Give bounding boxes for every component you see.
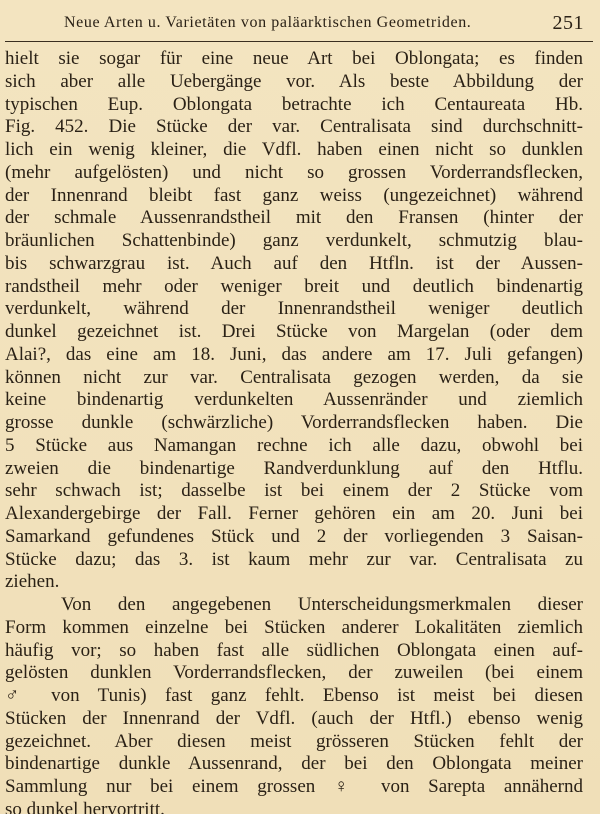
- text-line: Form kommen einzelne bei Stücken anderer Lokalitäten ziemlich: [5, 616, 583, 638]
- text-line: Sammlung nur bei einem grossen ♀ von Sarepta annähernd: [5, 776, 583, 797]
- running-head: [64, 12, 586, 38]
- text-line: (mehr aufgelösten) und nicht so grossen Vorderrandsflecken,: [5, 161, 583, 183]
- text-line: sehr schwach ist; dasselbe ist bei einem der 2 Stücke vom: [5, 480, 583, 502]
- text-line: Fig. 452. Die Stücke der var. Centralisata sind durchschnitt-: [5, 116, 583, 138]
- text-line: bis schwarzgrau ist. Auch auf den Htfln. ist der Aussen-: [5, 252, 583, 274]
- text-line: gelösten dunklen Vorderrandsflecken, der zuweilen (bei einem: [5, 662, 583, 684]
- text-line: 5 Stücke aus Namangan rechne ich alle dazu, obwohl bei: [5, 434, 583, 456]
- text-line: können nicht zur var. Centralisata gezogen werden, da sie: [5, 366, 583, 388]
- text-line: häufig vor; so haben fast alle südlichen Oblongata einen auf-: [5, 639, 583, 661]
- text-line: zweien die bindenartige Randverdunklung auf den Htflu.: [5, 457, 583, 479]
- running-title: Neue Arten u. Varietäten von paläarktischen Geometriden.: [64, 14, 472, 31]
- text-line: Stücke dazu; das 3. ist kaum mehr zur var. Centralisata zu: [5, 548, 583, 570]
- body-text: [5, 48, 583, 814]
- text-line: keine bindenartig verdunkelten Aussenränder und ziemlich: [5, 389, 583, 411]
- text-line: gezeichnet. Aber diesen meist grösseren Stücken fehlt der: [5, 730, 583, 752]
- header-rule: [5, 41, 593, 42]
- text-line: randstheil mehr oder weniger breit und deutlich bindenartig: [5, 275, 583, 297]
- text-line: lich ein wenig kleiner, die Vdfl. haben einen nicht so dunklen: [5, 139, 583, 160]
- text-line: bräunlichen Schattenbinde) ganz verdunkelt, schmutzig blau-: [5, 230, 583, 251]
- text-line: Alexandergebirge der Fall. Ferner gehören ein am 20. Juni bei: [5, 503, 583, 524]
- text-line: sich aber alle Uebergänge vor. Als beste Abbildung der: [5, 70, 583, 92]
- text-line: der Innenrand bleibt fast ganz weiss (ungezeichnet) während: [5, 184, 583, 206]
- text-line: Alai?, das eine am 18. Juni, das andere am 17. Juli gefangen): [5, 343, 583, 365]
- text-line: dunkel gezeichnet ist. Drei Stücke von Margelan (oder dem: [5, 321, 583, 342]
- text-line: ziehen.: [5, 571, 60, 593]
- text-line: der schmale Aussenrandstheil mit den Fransen (hinter der: [5, 207, 583, 229]
- text-line: typischen Eup. Oblongata betrachte ich Centaureata Hb.: [5, 93, 583, 115]
- text-line: hielt sie sogar für eine neue Art bei Oblongata; es finden: [5, 48, 583, 69]
- text-line: bindenartige dunkle Aussenrand, der bei den Oblongata meiner: [5, 753, 583, 775]
- page-number: 251: [552, 12, 584, 34]
- text-line: ♂ von Tunis) fast ganz fehlt. Ebenso ist meist bei diesen: [5, 685, 583, 706]
- text-line: Samarkand gefundenes Stück und 2 der vorliegenden 3 Saisan-: [5, 525, 583, 547]
- text-line: Von den angegebenen Unterscheidungsmerkmalen dieser: [61, 594, 583, 615]
- text-line: so dunkel hervortritt.: [5, 798, 165, 814]
- text-line: grosse dunkle (schwärzliche) Vorderrandsflecken haben. Die: [5, 412, 583, 433]
- text-line: Stücken der Innenrand der Vdfl. (auch der Htfl.) ebenso wenig: [5, 707, 583, 729]
- text-line: verdunkelt, während der Innenrandstheil weniger deutlich: [5, 298, 583, 320]
